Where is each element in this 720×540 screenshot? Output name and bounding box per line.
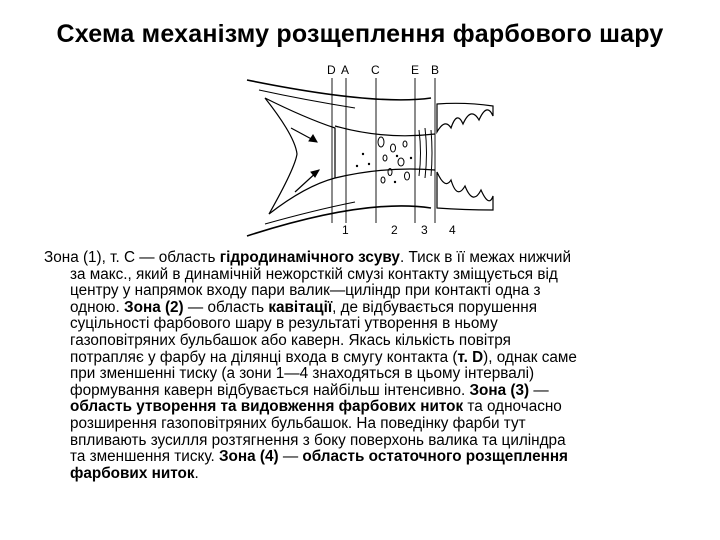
text-run: — xyxy=(529,381,549,399)
label-e: E xyxy=(411,63,420,77)
text-line xyxy=(44,433,684,450)
ink-dots xyxy=(356,153,412,183)
text-run: центру у напрямок входу пари валик—циліндр при контакті одна з xyxy=(70,282,541,300)
text-run: при зменшенні тиску (а зони 1—4 знаходяться в цьому інтервалі) xyxy=(70,365,535,383)
flow-arrow-top xyxy=(291,128,317,142)
page-title: Схема механізму розщеплення фарбового шару xyxy=(56,20,664,48)
text-run: газоповітряних бульбашок або каверн. Якась кількість повітря xyxy=(70,331,511,349)
text-line xyxy=(44,283,684,300)
description-text xyxy=(44,250,684,482)
text-line xyxy=(44,316,684,333)
text-line xyxy=(44,300,684,317)
bold-run: фарбових ниток xyxy=(70,464,195,482)
text-line xyxy=(44,449,684,466)
bold-run: область утворення та видовження фарбових ниток xyxy=(70,398,464,416)
text-line xyxy=(44,383,684,400)
zone-label-2: 2 xyxy=(391,223,398,237)
bold-run: гідродинамічного зсуву xyxy=(219,249,400,266)
text-run: одною. xyxy=(70,298,125,316)
bold-run: Зона (3) xyxy=(469,381,530,399)
text-run: розширення газоповітряних бульбашок. На поведінку фарби тут xyxy=(70,414,526,432)
text-run: , де відбувається порушення xyxy=(332,298,537,316)
text-run: . Тиск в її межах нижчий xyxy=(399,249,571,266)
ink-inlet-layer xyxy=(265,98,335,214)
ink-splitting-diagram xyxy=(245,58,495,240)
text-run: ), однак саме xyxy=(483,348,577,366)
text-run: потрапляє у фарбу на ділянці входа в смугу контакта ( xyxy=(70,348,458,366)
text-line xyxy=(44,250,684,267)
split-ink-lower xyxy=(437,172,493,210)
text-line xyxy=(44,466,684,483)
zone-label-4: 4 xyxy=(449,223,456,237)
bold-run: т. D xyxy=(457,348,484,366)
lower-roller-inner xyxy=(265,202,355,224)
text-line xyxy=(44,399,684,416)
text-run: за макс., який в динамічній нежорсткій смузі контакту зміщується від xyxy=(70,265,558,283)
zone-label-1: 1 xyxy=(342,223,349,237)
text-line xyxy=(44,366,684,383)
text-run: — область xyxy=(183,298,269,316)
text-run: та зменшення тиску. xyxy=(70,448,219,466)
label-a: A xyxy=(341,63,350,77)
text-run: впливають зусилля розтягнення з боку поверхонь валика та циліндра xyxy=(70,431,566,449)
bold-run: область остаточного розщеплення xyxy=(302,448,568,466)
label-b: B xyxy=(431,63,440,77)
text-run: — xyxy=(278,448,303,466)
text-line xyxy=(44,416,684,433)
bold-run: Зона (2) xyxy=(124,298,184,316)
label-d: D xyxy=(327,63,336,77)
text-line xyxy=(44,350,684,367)
text-run: . xyxy=(194,464,199,482)
cavitation-bubbles xyxy=(378,137,410,183)
upper-roller-surface xyxy=(247,80,431,100)
text-run: формування каверн відбувається найбільш інтенсивно. xyxy=(70,381,470,399)
text-run: та одночасно xyxy=(463,398,562,416)
bold-run: кавітації xyxy=(268,298,333,316)
text-line xyxy=(44,267,684,284)
label-c: C xyxy=(371,63,380,77)
text-run: Зона (1), т. С — область xyxy=(44,249,220,266)
text-line xyxy=(44,333,684,350)
text-run: суцільності фарбового шару в результаті утворення в ньому xyxy=(70,315,498,333)
split-ink-upper xyxy=(437,103,493,132)
upper-roller-inner xyxy=(259,90,355,108)
bold-run: Зона (4) xyxy=(218,448,279,466)
zone-label-3: 3 xyxy=(421,223,428,237)
